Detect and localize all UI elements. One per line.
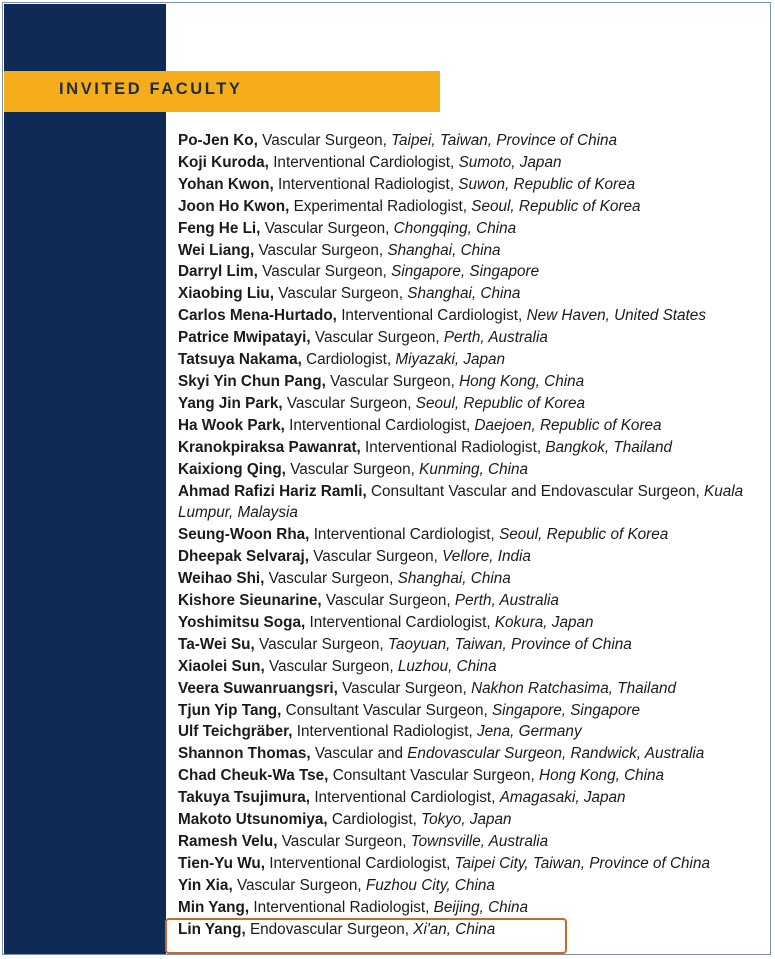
faculty-role: Interventional Cardiologist,	[269, 854, 451, 872]
faculty-role: Consultant Vascular and Endovascular Surgeon,	[370, 482, 700, 500]
faculty-name: Seung-Woon Rha,	[178, 526, 310, 544]
faculty-location: Miyazaki, Japan	[395, 351, 506, 369]
faculty-name: Kishore Sieunarine,	[178, 592, 322, 610]
faculty-name: Po-Jen Ko,	[178, 132, 258, 149]
faculty-role: Vascular Surgeon,	[281, 833, 407, 850]
faculty-location: Vellore, India	[442, 548, 531, 566]
faculty-name: Weihao Shi,	[178, 570, 265, 588]
faculty-location: Tokyo, Japan	[421, 811, 512, 829]
faculty-name: Ta-Wei Su,	[178, 635, 255, 653]
faculty-entry	[178, 678, 768, 700]
faculty-location: Fuzhou City, China	[365, 876, 495, 894]
faculty-location: Kokura, Japan	[494, 613, 594, 631]
faculty-location: Daejoen, Republic of Korea	[474, 416, 662, 434]
faculty-entry	[178, 787, 768, 809]
faculty-role: Vascular Surgeon,	[290, 460, 415, 478]
faculty-role: Vascular Surgeon,	[262, 263, 387, 281]
faculty-location: Shanghai, China	[387, 241, 501, 259]
faculty-role: Vascular Surgeon,	[342, 679, 467, 697]
faculty-entry	[178, 700, 768, 722]
faculty-entry	[178, 152, 768, 174]
faculty-role: Endovascular Surgeon,	[249, 920, 409, 938]
faculty-location: Perth, Australia	[454, 592, 559, 610]
faculty-role: Vascular Surgeon,	[325, 592, 451, 610]
faculty-name: Takuya Tsujimura,	[178, 789, 311, 807]
faculty-location: Hong Kong, China	[459, 372, 585, 390]
faculty-name: Koji Kuroda,	[178, 153, 269, 171]
faculty-name: Tien-Yu Wu,	[178, 854, 265, 872]
faculty-location: Townsville, Australia	[410, 833, 549, 850]
faculty-role: Vascular Surgeon,	[262, 132, 387, 149]
faculty-role: Interventional Cardiologist,	[289, 416, 471, 434]
faculty-role: Consultant Vascular Surgeon,	[285, 701, 488, 719]
faculty-entry	[178, 853, 768, 875]
faculty-name: Lin Yang,	[178, 920, 246, 938]
faculty-role: Vascular Surgeon,	[268, 657, 394, 675]
faculty-entry	[178, 459, 768, 481]
faculty-name: Yang Jin Park,	[178, 394, 283, 412]
faculty-entry	[178, 481, 768, 525]
faculty-list	[178, 130, 768, 941]
faculty-entry	[178, 612, 768, 634]
faculty-name: Yohan Kwon,	[178, 175, 274, 193]
navy-sidebar	[4, 4, 166, 954]
faculty-name: Tjun Yip Tang,	[178, 701, 282, 719]
faculty-role: Vascular Surgeon,	[314, 329, 440, 347]
faculty-name: Yin Xia,	[178, 876, 233, 894]
faculty-location: Perth, Australia	[443, 329, 548, 347]
faculty-entry	[178, 765, 768, 787]
faculty-location: Endovascular Surgeon, Randwick, Australia	[407, 745, 705, 763]
faculty-entry	[178, 196, 768, 218]
faculty-name: Makoto Utsunomiya,	[178, 811, 328, 829]
faculty-location: Taoyuan, Taiwan, Province of China	[388, 635, 632, 653]
faculty-entry	[178, 568, 768, 590]
faculty-entry	[178, 349, 768, 371]
highlight-box	[165, 918, 567, 954]
faculty-role: Vascular Surgeon,	[278, 285, 403, 303]
faculty-name: Ramesh Velu,	[178, 833, 278, 850]
faculty-name: Kaixiong Qing,	[178, 460, 286, 478]
faculty-entry	[178, 721, 768, 743]
faculty-role: Cardiologist,	[306, 351, 392, 369]
faculty-entry	[178, 283, 768, 305]
faculty-location: Seoul, Republic of Korea	[471, 197, 641, 215]
faculty-name: Veera Suwanruangsri,	[178, 679, 338, 697]
faculty-entry	[178, 393, 768, 415]
faculty-name: Joon Ho Kwon,	[178, 197, 290, 215]
faculty-name: Darryl Lim,	[178, 263, 258, 281]
faculty-entry	[178, 261, 768, 283]
faculty-name: Ha Wook Park,	[178, 416, 285, 434]
faculty-role: Interventional Radiologist,	[296, 723, 473, 741]
faculty-name: Skyi Yin Chun Pang,	[178, 372, 326, 390]
faculty-role: Interventional Cardiologist,	[309, 613, 491, 631]
faculty-name: Carlos Mena-Hurtado,	[178, 307, 337, 325]
faculty-entry	[178, 831, 768, 853]
faculty-entry	[178, 546, 768, 568]
faculty-location: Seoul, Republic of Korea	[499, 526, 669, 544]
faculty-name: Ahmad Rafizi Hariz Ramli,	[178, 482, 367, 500]
faculty-entry	[178, 590, 768, 612]
faculty-role: Vascular Surgeon,	[313, 548, 438, 566]
faculty-location: Nakhon Ratchasima, Thailand	[471, 679, 676, 697]
faculty-name: Tatsuya Nakama,	[178, 351, 302, 369]
faculty-location: Amagasaki, Japan	[499, 789, 626, 807]
faculty-entry	[178, 327, 768, 349]
faculty-role: Vascular and	[314, 745, 403, 763]
faculty-role: Interventional Radiologist,	[365, 438, 542, 456]
faculty-role: Interventional Cardiologist,	[313, 526, 495, 544]
faculty-entry	[178, 809, 768, 831]
faculty-role: Vascular Surgeon,	[259, 635, 384, 653]
faculty-name: Patrice Mwipatayi,	[178, 329, 311, 347]
faculty-name: Kranokpiraksa Pawanrat,	[178, 438, 361, 456]
faculty-entry	[178, 174, 768, 196]
faculty-entry	[178, 634, 768, 656]
faculty-entry	[178, 897, 768, 919]
faculty-role: Vascular Surgeon,	[286, 394, 412, 412]
faculty-role: Experimental Radiologist,	[293, 197, 468, 215]
faculty-location: Beijing, China	[433, 898, 529, 916]
faculty-location: Hong Kong, China	[539, 767, 665, 785]
faculty-role: Vascular Surgeon,	[330, 372, 455, 390]
faculty-location: Sumoto, Japan	[458, 153, 562, 171]
faculty-entry	[178, 524, 768, 546]
faculty-role: Vascular Surgeon,	[268, 570, 394, 588]
faculty-role: Interventional Radiologist,	[253, 898, 430, 916]
faculty-location: Seoul, Republic of Korea	[415, 394, 586, 412]
faculty-role: Interventional Cardiologist,	[341, 307, 523, 325]
faculty-role: Interventional Cardiologist,	[314, 789, 496, 807]
faculty-role: Consultant Vascular Surgeon,	[332, 767, 535, 785]
faculty-name: Min Yang,	[178, 898, 250, 916]
faculty-name: Wei Liang,	[178, 241, 255, 259]
faculty-entry	[178, 371, 768, 393]
faculty-location: Singapore, Singapore	[491, 701, 640, 719]
faculty-entry	[178, 875, 768, 897]
faculty-location: Xi'an, China	[413, 920, 496, 938]
faculty-location: Singapore, Singapore	[391, 263, 540, 281]
faculty-role: Cardiologist,	[331, 811, 417, 829]
faculty-entry	[178, 415, 768, 437]
faculty-location: Chongqing, China	[393, 219, 517, 237]
faculty-entry	[178, 130, 768, 152]
faculty-location: Taipei City, Taiwan, Province of China	[454, 854, 710, 872]
section-title: INVITED FACULTY	[59, 80, 243, 98]
faculty-entry	[178, 240, 768, 262]
faculty-location: Suwon, Republic of Korea	[458, 175, 636, 193]
faculty-name: Xiaolei Sun,	[178, 657, 265, 675]
faculty-location: New Haven, United States	[526, 307, 706, 325]
faculty-name: Shannon Thomas,	[178, 745, 311, 763]
faculty-name: Ulf Teichgräber,	[178, 723, 293, 741]
faculty-role: Vascular Surgeon,	[264, 219, 390, 237]
faculty-location: Jena, Germany	[477, 723, 582, 741]
faculty-name: Xiaobing Liu,	[178, 285, 275, 303]
faculty-entry	[178, 656, 768, 678]
faculty-name: Feng He Li,	[178, 219, 261, 237]
faculty-location: Luzhou, China	[397, 657, 497, 675]
faculty-location: Kuala Lumpur, Malaysia	[178, 482, 744, 522]
faculty-entry	[178, 218, 768, 240]
faculty-location: Bangkok, Thailand	[545, 438, 673, 456]
faculty-location: Taipei, Taiwan, Province of China	[391, 132, 618, 149]
faculty-location: Shanghai, China	[397, 570, 511, 588]
faculty-role: Vascular Surgeon,	[258, 241, 384, 259]
faculty-name: Dheepak Selvaraj,	[178, 548, 309, 566]
faculty-entry	[178, 437, 768, 459]
faculty-role: Vascular Surgeon,	[236, 876, 362, 894]
faculty-name: Chad Cheuk-Wa Tse,	[178, 767, 329, 785]
faculty-location: Shanghai, China	[407, 285, 521, 303]
faculty-entry	[178, 743, 768, 765]
faculty-role: Interventional Radiologist,	[278, 175, 455, 193]
faculty-name: Yoshimitsu Soga,	[178, 613, 306, 631]
faculty-entry	[178, 305, 768, 327]
faculty-role: Interventional Cardiologist,	[273, 153, 455, 171]
faculty-location: Kunming, China	[419, 460, 528, 478]
